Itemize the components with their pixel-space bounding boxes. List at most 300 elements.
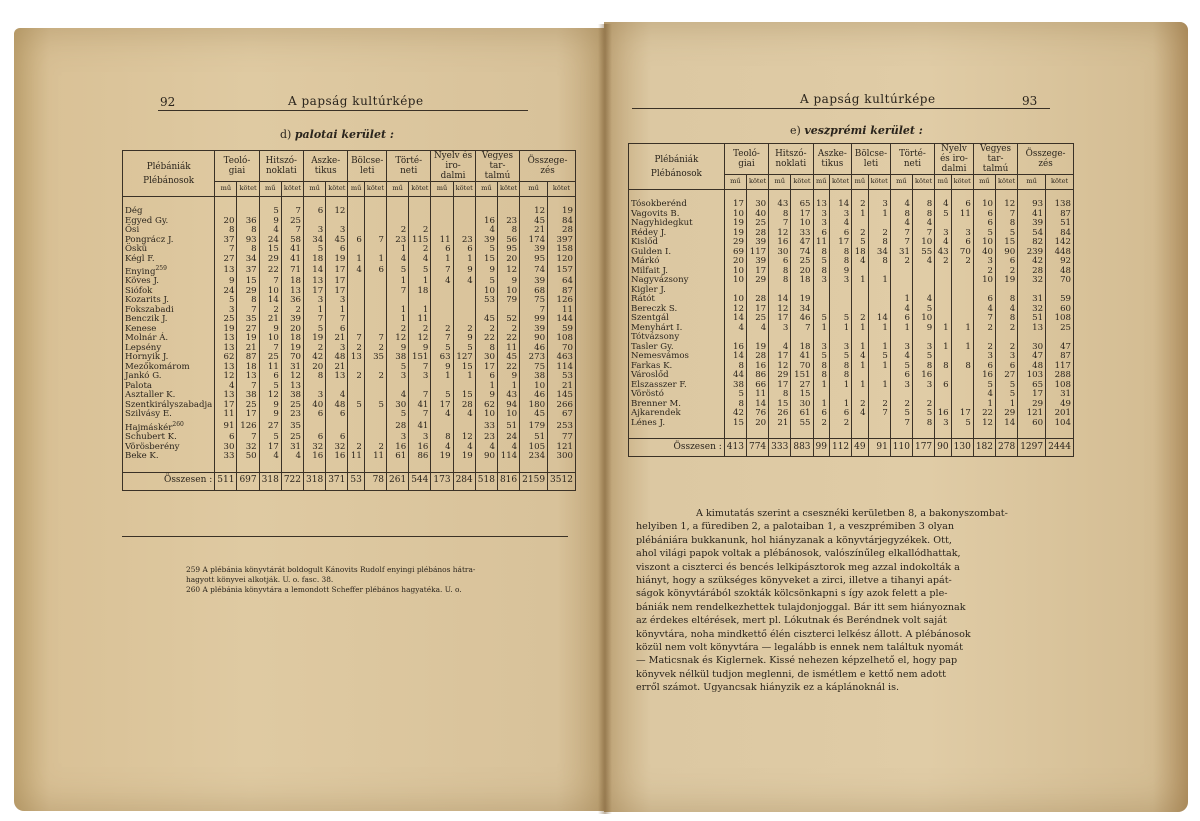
table-row [629,305,1074,315]
table-cell [951,305,973,315]
row-name [123,255,215,265]
table-cell: 11 [215,410,237,420]
table-cell: 41 [409,420,431,433]
subheader-kotet: kötet [497,182,519,197]
table-cell: 1 [868,324,890,334]
table-cell: 13 [215,391,237,401]
table-cell: 4 [387,255,409,265]
table-cell: 9 [453,334,475,344]
total-cell: 511 [215,472,237,490]
table-cell: 2 [912,400,934,410]
table-cell: 14 [724,314,746,324]
table-cell: 5 [912,305,934,315]
table-cell: 14 [996,419,1018,429]
table-cell: 4 [852,352,868,362]
table-cell: 2 [890,257,912,267]
table-cell: 5 [724,390,746,400]
table-cell: 45 [520,410,548,420]
table-cell: 10 [520,382,548,392]
table-cell: 4 [746,324,768,334]
table-cell: 25 [791,257,813,267]
table-cell: 10 [724,210,746,220]
table-cell: 75 [520,296,548,306]
total-cell: 130 [951,439,973,457]
table-cell: 17 [769,352,791,362]
table-row [123,372,576,382]
table-cell [364,410,386,420]
table-cell: 7 [520,306,548,316]
table-cell: 3 [769,324,791,334]
table-cell: 14 [769,295,791,305]
table-row [629,248,1074,258]
table-cell: 8 [813,267,829,277]
table-cell: 1 [852,343,868,353]
table-row [629,343,1074,353]
table-cell: 3 [813,276,829,286]
table-cell: 18 [237,363,259,373]
table-cell: 5 [304,325,326,335]
table-cell: 1 [813,381,829,391]
column-header: Teoló-giai [215,151,259,182]
subheader-kotet: kötet [868,175,890,190]
table-cell: 5 [387,264,409,277]
table-cell: 10 [497,410,519,420]
table-cell: 93 [1018,200,1046,210]
table-cell: 2 [348,344,364,354]
table-cell: 47 [1046,343,1074,353]
row-name-text: Pongrácz J. [125,234,174,245]
total-cell: 177 [912,439,934,457]
table-row [123,420,576,433]
table-cell: 76 [746,409,768,419]
table-cell: 6 [304,410,326,420]
table-cell: 19 [304,334,326,344]
table-cell: 42 [1018,257,1046,267]
table-cell: 9 [259,325,281,335]
table-cell: 61 [387,452,409,462]
table-cell: 3 [912,381,934,391]
table-cell: 50 [237,452,259,462]
table-cell [326,420,348,433]
table-cell: 1 [813,324,829,334]
table-cell: 27 [259,420,281,433]
table-cell: 23 [453,236,475,246]
row-name-text: Nagyhidegkut [631,218,693,228]
table-row [123,363,576,373]
table-cell: 4 [890,305,912,315]
table-cell: 6 [326,245,348,255]
table-cell: 69 [724,248,746,258]
table-row [629,286,1074,296]
table-row [629,314,1074,324]
table-cell: 30 [769,248,791,258]
table-cell: 5 [813,352,829,362]
table-cell [951,381,973,391]
table-row [123,264,576,277]
table-cell: 87 [548,287,576,297]
table-cell: 3 [829,343,851,353]
table-cell: 5 [387,363,409,373]
table-cell: 30 [1018,343,1046,353]
table-cell [951,390,973,400]
row-name-text: Nemesvámos [631,351,689,361]
table-cell: 7 [281,226,303,236]
total-cell: 99 [813,439,829,457]
table-cell: 21 [259,315,281,325]
row-name-text: Egyed Gy. [125,215,169,226]
table-cell: 4 [259,226,281,236]
row-name-text: Molnár Á. [125,333,169,344]
table-cell: 1 [868,343,890,353]
table-cell: 65 [1018,381,1046,391]
header-plebanosok: Plébánosok [143,175,195,186]
table-cell: 1 [868,210,890,220]
table-cell: 25 [237,401,259,411]
paragraph-line: könyvek nélkül tudjon meglenni, de ismétlem e kettő nem adott [636,668,947,680]
table-cell: 1 [497,382,519,392]
table-cell: 10 [912,314,934,324]
total-cell: 722 [281,472,303,490]
row-name [123,420,215,433]
table-row [123,452,576,462]
table-cell [453,217,475,227]
column-header: Összege-zés [1018,144,1074,175]
table-cell: 33 [475,420,497,433]
table-cell: 8 [215,226,237,236]
table-cell: 70 [1046,276,1074,286]
table-cell: 7 [912,229,934,239]
table-cell: 1 [951,324,973,334]
total-cell: 544 [409,472,431,490]
header-plebaniak: Plébániák [146,161,191,172]
paragraph-line: közül nem volt könyvtára — legalább is ennek nem találtuk nyomát [636,642,964,654]
table-cell: 5 [996,390,1018,400]
table-cell: 4 [453,277,475,287]
table-cell: 17 [746,305,768,315]
table-cell: 30 [215,443,237,453]
table-cell: 31 [281,443,303,453]
table-cell: 3 [868,200,890,210]
table-cell: 34 [304,236,326,246]
table-cell: 17 [304,287,326,297]
row-name-text: Tósokberénd [631,199,687,209]
table-cell: 4 [935,200,951,210]
column-header: Vegyes tar-talmú [973,144,1017,175]
table-cell: 4 [890,200,912,210]
table-cell: 14 [868,314,890,324]
table-cell: 71 [281,264,303,277]
table-cell: 20 [724,257,746,267]
veszpremi-table [628,143,1074,457]
table-cell: 82 [1018,238,1046,248]
table-row [629,295,1074,305]
row-name-text: Beke K. [125,451,159,462]
table-cell: 19 [281,344,303,354]
table-cell: 10 [475,287,497,297]
table-cell: 19 [996,276,1018,286]
palotai-table-header [123,151,576,197]
table-cell: 58 [281,236,303,246]
table-cell [935,276,951,286]
row-name-text: Köves J. [125,276,159,287]
table-cell: 5 [890,409,912,419]
table-cell: 62 [215,353,237,363]
table-cell: 17 [259,443,281,453]
table-cell [348,315,364,325]
table-cell: 8 [829,257,851,267]
table-cell: 114 [497,452,519,462]
row-name-text: Öskü [125,244,148,254]
paragraph-line: — Maticsnak és Kiglernek. Kissé nehezen képzelhető el, hogy pap [636,655,958,667]
table-cell: 3 [973,352,995,362]
table-cell: 6 [304,207,326,217]
row-name-text: Kenese [125,323,157,334]
table-cell: 288 [1046,371,1074,381]
table-cell: 19 [215,325,237,335]
table-cell: 15 [453,391,475,401]
table-cell: 6 [829,229,851,239]
table-cell: 6 [304,433,326,443]
table-cell: 13 [304,277,326,287]
table-cell: 10 [791,219,813,229]
table-cell [348,382,364,392]
table-cell: 103 [1018,371,1046,381]
table-cell: 151 [791,371,813,381]
table-row [629,352,1074,362]
table-cell: 42 [304,353,326,363]
subheader-mu: mű [475,182,497,197]
table-cell: 15 [791,390,813,400]
table-cell: 48 [1046,267,1074,277]
table-cell: 8 [829,371,851,381]
table-cell: 5 [996,229,1018,239]
table-cell: 20 [304,363,326,373]
table-cell [868,419,890,429]
subheader-mu: mű [520,182,548,197]
total-cell: 371 [326,472,348,490]
total-cell: 883 [791,439,813,457]
table-cell: 8 [868,238,890,248]
table-cell: 1 [387,245,409,255]
table-cell: 53 [475,296,497,306]
table-cell: 29 [724,238,746,248]
subheader-kotet: kötet [281,182,303,197]
table-cell [935,305,951,315]
table-cell [348,306,364,316]
table-cell: 29 [746,276,768,286]
table-cell: 12 [215,372,237,382]
row-name-text: Szilvásy E. [125,409,172,420]
table-cell: 14 [829,200,851,210]
table-cell: 4 [453,410,475,420]
table-cell: 8 [912,200,934,210]
row-name-text: Vöröstó [631,389,664,399]
table-cell: 11 [548,306,576,316]
table-cell: 2 [996,343,1018,353]
table-cell: 90 [475,452,497,462]
table-cell: 4 [890,219,912,229]
subheader-kotet: kötet [791,175,813,190]
table-cell: 29 [769,371,791,381]
table-cell: 39 [520,277,548,287]
table-row [629,324,1074,334]
subheader-kotet: kötet [951,175,973,190]
table-cell: 41 [281,255,303,265]
table-cell: 37 [215,236,237,246]
table-cell: 1 [304,306,326,316]
table-cell: 4 [326,391,348,401]
table-cell: 108 [1046,314,1074,324]
table-cell: 2 [973,324,995,334]
table-cell: 5 [973,381,995,391]
total-cell: 518 [475,472,497,490]
table-cell: 54 [1018,229,1046,239]
table-cell: 6 [326,433,348,443]
table-cell [304,420,326,433]
subheader-mu: mű [431,182,453,197]
table-cell: 46 [791,314,813,324]
table-cell: 20 [281,325,303,335]
table-cell: 7 [259,277,281,287]
column-header: Aszke-tikus [813,144,852,175]
table-cell: 8 [237,296,259,306]
table-cell: 14 [259,296,281,306]
table-cell: 16 [475,217,497,227]
table-cell: 25 [281,217,303,227]
table-cell: 9 [215,277,237,287]
table-cell: 2 [387,226,409,236]
table-cell: 266 [548,401,576,411]
table-cell: 74 [791,248,813,258]
table-cell: 24 [215,287,237,297]
total-cell: 182 [973,439,995,457]
table-cell [453,287,475,297]
table-cell: 397 [548,236,576,246]
table-cell: 10 [724,295,746,305]
table-cell: 51 [1018,314,1046,324]
table-cell: 32 [1018,305,1046,315]
table-cell: 2 [259,306,281,316]
table-cell: 39 [281,315,303,325]
table-cell: 5 [364,401,386,411]
table-cell [935,267,951,277]
table-cell: 6 [996,362,1018,372]
table-cell: 13 [215,363,237,373]
table-cell: 201 [1046,409,1074,419]
column-header: Vegyes tar-talmú [475,151,519,182]
table-cell [453,420,475,433]
column-header: Hitszó-noklati [769,144,813,175]
table-cell: 40 [304,401,326,411]
paragraph-line: ságok könyvtárából szokták kölcsönkapni s így azok felett a ple- [636,588,948,600]
table-cell: 47 [1018,352,1046,362]
total-cell: 112 [829,439,851,457]
table-cell: 16 [409,443,431,453]
table-cell: 39 [746,238,768,248]
table-cell: 9 [259,410,281,420]
row-name-text: Vagovits B. [631,208,680,219]
table-cell: 47 [791,238,813,248]
row-name [123,452,215,462]
table-cell: 19 [326,255,348,265]
table-cell: 3 [326,296,348,306]
table-cell: 5 [868,352,890,362]
table-cell: 23 [281,410,303,420]
table-cell [813,286,829,296]
table-cell: 1 [387,315,409,325]
row-name-text: Rédey J. [631,227,667,238]
table-cell [364,306,386,316]
total-cell: 91 [868,439,890,457]
table-row [629,210,1074,220]
table-cell: 39 [520,245,548,255]
table-cell: 2 [409,325,431,335]
table-cell: 3 [829,210,851,220]
table-cell: 11 [813,238,829,248]
table-cell: 20 [215,217,237,227]
table-cell: 3 [935,229,951,239]
table-cell: 11 [364,452,386,462]
table-cell: 117 [746,248,768,258]
row-name-text: Schubert K. [125,432,177,443]
table-cell [364,420,386,433]
table-cell: 2 [364,372,386,382]
row-name-text: Elszasszer F. [631,379,687,390]
table-cell: 6 [453,245,475,255]
table-cell [409,207,431,217]
row-name-text: Palota [125,380,153,391]
table-cell: 25 [746,314,768,324]
subheader-mu: mű [890,175,912,190]
table-cell: 1 [973,400,995,410]
table-cell: 4 [215,382,237,392]
table-cell: 8 [813,248,829,258]
veszpremi-table-total [629,439,1074,457]
table-cell: 2 [409,245,431,255]
table-cell: 68 [520,287,548,297]
table-cell: 63 [431,353,453,363]
row-name-text: Menyhárt I. [631,322,683,333]
table-cell: 2 [852,314,868,324]
table-cell: 6 [890,314,912,324]
table-cell: 1 [868,362,890,372]
table-cell: 41 [281,245,303,255]
table-cell: 13 [326,372,348,382]
table-cell: 7 [890,419,912,429]
left-subheading [280,128,394,141]
table-cell: 1 [852,362,868,372]
table-cell: 12 [326,207,348,217]
table-cell: 41 [409,401,431,411]
table-cell: 5 [973,229,995,239]
table-cell: 5 [431,391,453,401]
row-name-text: Benczik J. [125,314,168,325]
table-cell: 12 [769,362,791,372]
table-cell: 17 [475,363,497,373]
table-cell: 87 [1046,210,1074,220]
table-cell: 2 [387,325,409,335]
table-cell: 32 [237,443,259,453]
table-cell: 14 [304,264,326,277]
row-name [629,419,725,429]
footnote-259-line1: 259 A plébánia könyvtárát boldogult Kánovits Rudolf enyingi plébános hátra- [186,565,476,574]
table-cell: 41 [791,352,813,362]
table-cell: 3 [912,343,934,353]
table-cell: 16 [304,452,326,462]
table-cell: 43 [497,391,519,401]
table-cell: 17 [326,277,348,287]
right-header-rule [632,108,1050,109]
